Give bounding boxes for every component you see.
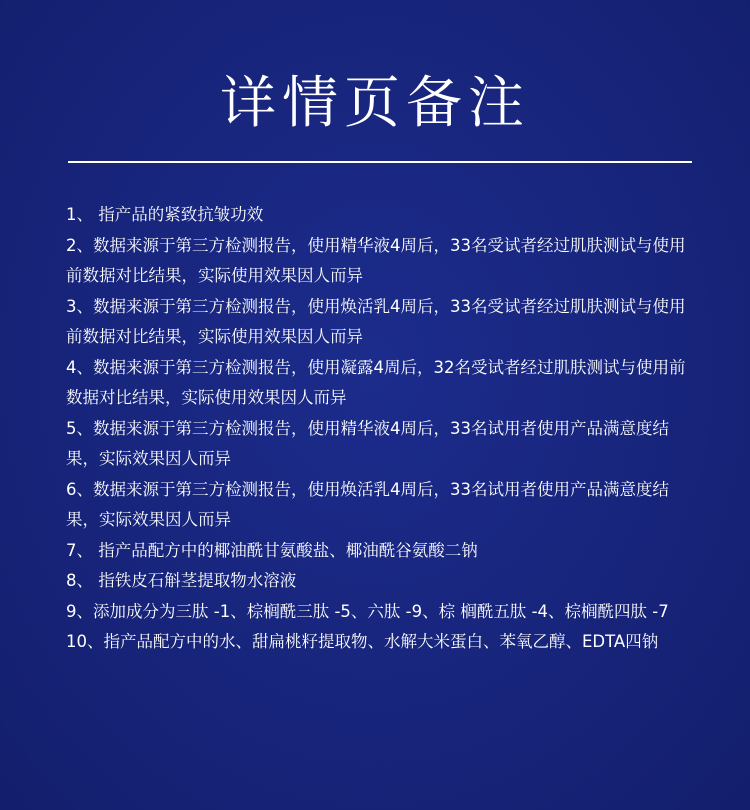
note-item-7: 7、 指产品配方中的椰油酰甘氨酸盐、椰油酰谷氨酸二钠 xyxy=(66,540,478,560)
note-item-2: 2、数据来源于第三方检测报告，使用精华液4周后，33名受试者经过肌肤测试与使用前数据对比结果，实际使用效果因人而异 xyxy=(66,235,686,285)
note-item-5: 5、数据来源于第三方检测报告，使用精华液4周后，33名试用者使用产品满意度结果，实际效果因人而异 xyxy=(66,418,669,468)
note-item-3: 3、数据来源于第三方检测报告，使用焕活乳4周后，33名受试者经过肌肤测试与使用前数据对比结果，实际使用效果因人而异 xyxy=(66,296,686,346)
note-item-1: 1、 指产品的紧致抗皱功效 xyxy=(66,205,264,224)
note-item-9: 9、添加成分为三肽 -1、棕榈酰三肽 -5、六肽 -9、棕 榈酰五肽 -4、棕榈酰四肽 -7 xyxy=(66,601,669,621)
note-item-6: 6、数据来源于第三方检测报告，使用焕活乳4周后，33名试用者使用产品满意度结果，实际效果因人而异 xyxy=(66,479,669,529)
page-title: 详情页备注 xyxy=(220,71,530,136)
notes-list xyxy=(66,200,686,658)
note-item-8: 8、 指铁皮石斛茎提取物水溶液 xyxy=(66,571,297,590)
note-item-10: 10、指产品配方中的水、甜扁桃籽提取物、水解大米蛋白、苯氧乙醇、EDTA四钠 xyxy=(66,632,659,651)
note-item-4: 4、数据来源于第三方检测报告，使用凝露4周后，32名受试者经过肌肤测试与使用前数据对比结果，实际使用效果因人而异 xyxy=(66,357,686,407)
title-divider xyxy=(68,161,692,163)
